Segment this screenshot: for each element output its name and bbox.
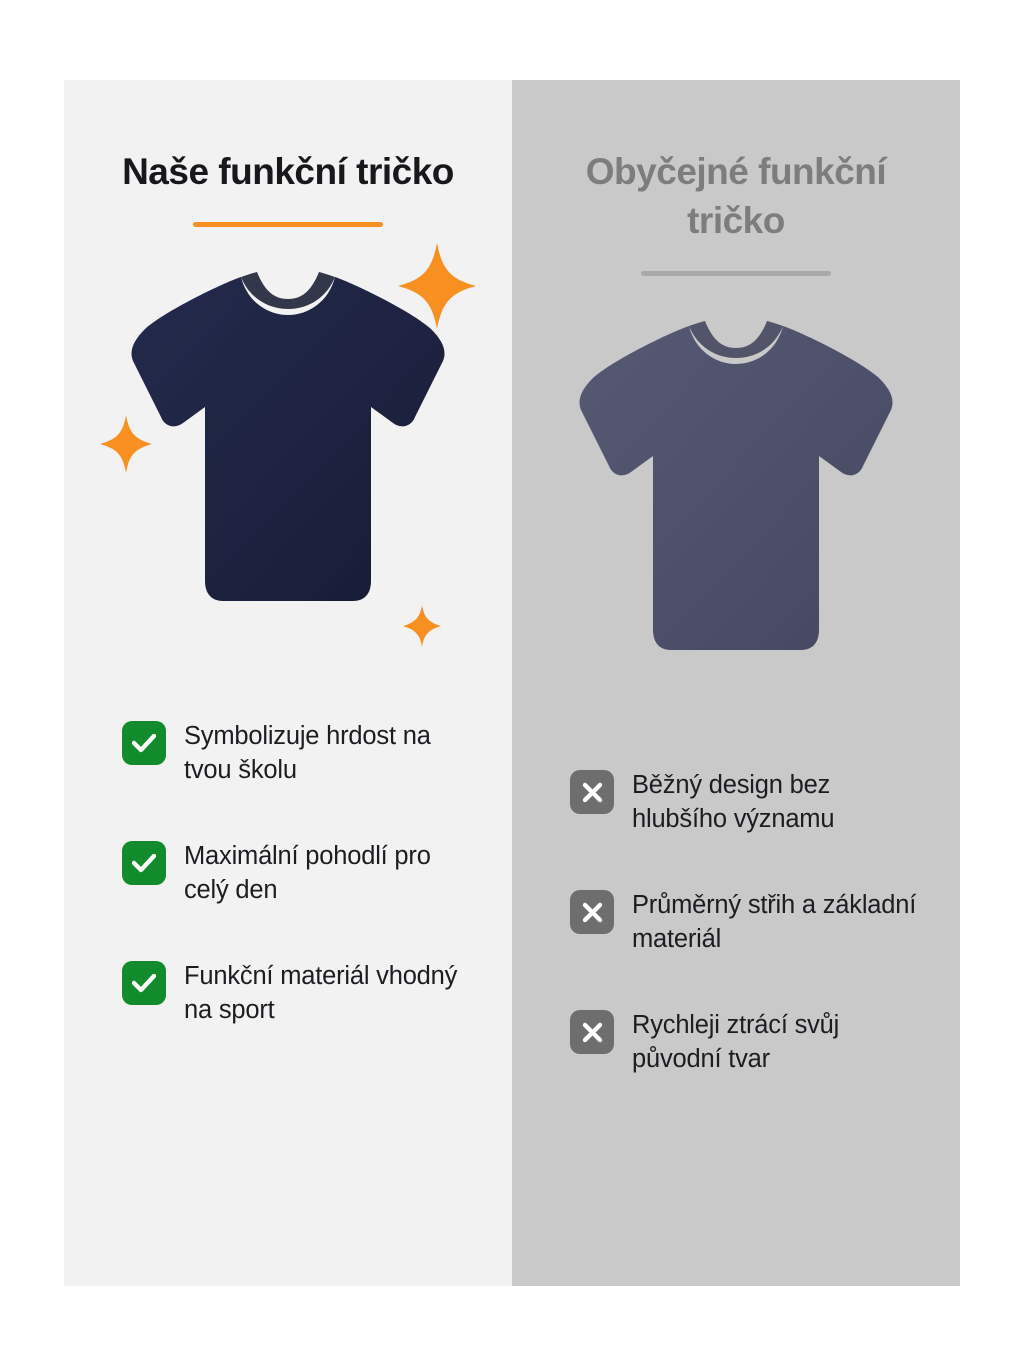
drawback-text: Průměrný střih a základní materiál <box>632 891 917 953</box>
drawback-text: Rychleji ztrácí svůj původní tvar <box>632 1011 840 1073</box>
benefit-text: Symbolizuje hrdost na tvou školu <box>184 722 431 784</box>
list-item <box>570 1008 930 1076</box>
list-item <box>122 719 482 787</box>
cross-icon <box>570 1010 614 1054</box>
comparison-column-ordinary <box>512 80 960 1286</box>
comparison-column-ours <box>64 80 512 1286</box>
check-icon <box>122 961 166 1005</box>
shirt-illustration-ours <box>64 243 512 713</box>
sparkle-medium-icon <box>100 415 152 478</box>
drawbacks-list <box>512 768 960 1076</box>
check-icon <box>122 721 166 765</box>
benefit-text: Funkční materiál vhodný na sport <box>184 962 458 1024</box>
drawback-text: Běžný design bez hlubšího významu <box>632 771 835 833</box>
shirt-illustration-ordinary <box>512 292 960 762</box>
list-item <box>570 888 930 956</box>
check-icon <box>122 841 166 885</box>
page-title-ordinary: Obyčejné funkční tričko <box>585 151 887 241</box>
benefit-text: Maximální pohodlí pro celý den <box>184 842 431 904</box>
grey-tshirt-icon <box>571 314 901 664</box>
benefits-list <box>64 719 512 1027</box>
title-underline-ordinary <box>641 271 831 276</box>
cross-icon <box>570 890 614 934</box>
page-title-ours: Naše funkční tričko <box>122 151 454 192</box>
list-item <box>570 768 930 836</box>
list-item <box>122 839 482 907</box>
sparkle-small-icon <box>403 605 441 652</box>
comparison-board <box>64 80 960 1286</box>
sparkle-large-icon <box>398 243 476 334</box>
cross-icon <box>570 770 614 814</box>
title-underline-ours <box>193 222 383 227</box>
list-item <box>122 959 482 1027</box>
